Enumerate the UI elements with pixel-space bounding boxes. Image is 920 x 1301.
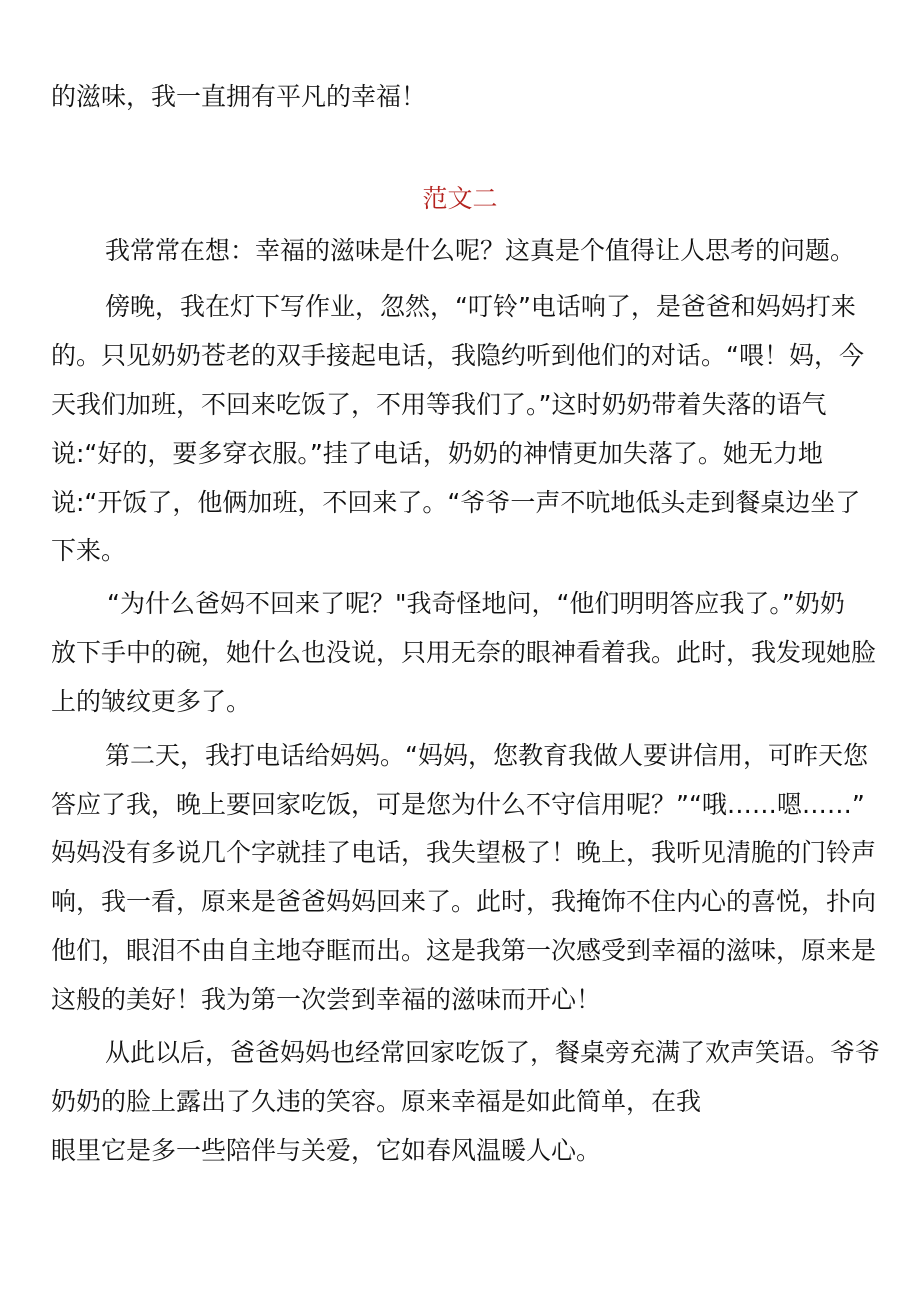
text-line: 响，我一看，原来是爸爸妈妈回来了。此时，我掩饰不住内心的喜悦，扑向 bbox=[51, 887, 877, 916]
text-line: 的滋味，我一直拥有平凡的幸福！ bbox=[51, 82, 427, 111]
text-line: 的。只见奶奶苍老的双手接起电话，我隐约听到他们的对话。“喂！妈，今 bbox=[51, 341, 864, 370]
text-line: 眼里它是多一些陪伴与关爱，它如春风温暖人心。 bbox=[51, 1136, 602, 1165]
text-line: 天我们加班，不回来吃饭了，不用等我们了。”这时奶奶带着失落的语气 bbox=[51, 390, 827, 419]
text-line: 从此以后，爸爸妈妈也经常回家吃饭了，餐桌旁充满了欢声笑语。爷爷 bbox=[105, 1038, 881, 1067]
text-line: 奶奶的脸上露出了久违的笑容。原来幸福是如此简单，在我 bbox=[51, 1087, 702, 1116]
text-line: 傍晚，我在灯下写作业，忽然，“叮铃”电话响了，是爸爸和妈妈打来 bbox=[105, 292, 856, 321]
text-line: 妈妈没有多说几个字就挂了电话，我失望极了！晚上，我听见清脆的门铃声 bbox=[51, 838, 877, 867]
text-line: 答应了我，晚上要回家吃饭，可是您为什么不守信用呢？”“哦……嗯……” bbox=[51, 790, 865, 819]
text-line: 第二天，我打电话给妈妈。“妈妈，您教育我做人要讲信用，可昨天您 bbox=[105, 741, 868, 770]
text-line: 说:“好的，要多穿衣服。”挂了电话，奶奶的神情更加失落了。她无力地 bbox=[51, 439, 823, 468]
text-line: 我常常在想：幸福的滋味是什么呢？这真是个值得让人思考的问题。 bbox=[105, 236, 856, 265]
section-title: 范文二 bbox=[422, 184, 498, 213]
text-line: 他们，眼泪不由自主地夺眶而出。这是我第一次感受到幸福的滋味，原来是 bbox=[51, 936, 877, 965]
text-line: 这般的美好！我为第一次尝到幸福的滋味而开心！ bbox=[51, 985, 602, 1014]
text-line: 上的皱纹更多了。 bbox=[51, 687, 252, 716]
text-line: 放下手中的碗，她什么也没说，只用无奈的眼神看着我。此时，我发现她脸 bbox=[51, 638, 877, 667]
text-line: 说:“开饭了，他俩加班，不回来了。“爷爷一声不吭地低头走到餐桌边坐了 bbox=[51, 488, 861, 517]
text-line: “为什么爸妈不回来了呢？"我奇怪地问，“他们明明答应我了。”奶奶 bbox=[107, 589, 845, 618]
text-line: 下来。 bbox=[51, 536, 127, 565]
